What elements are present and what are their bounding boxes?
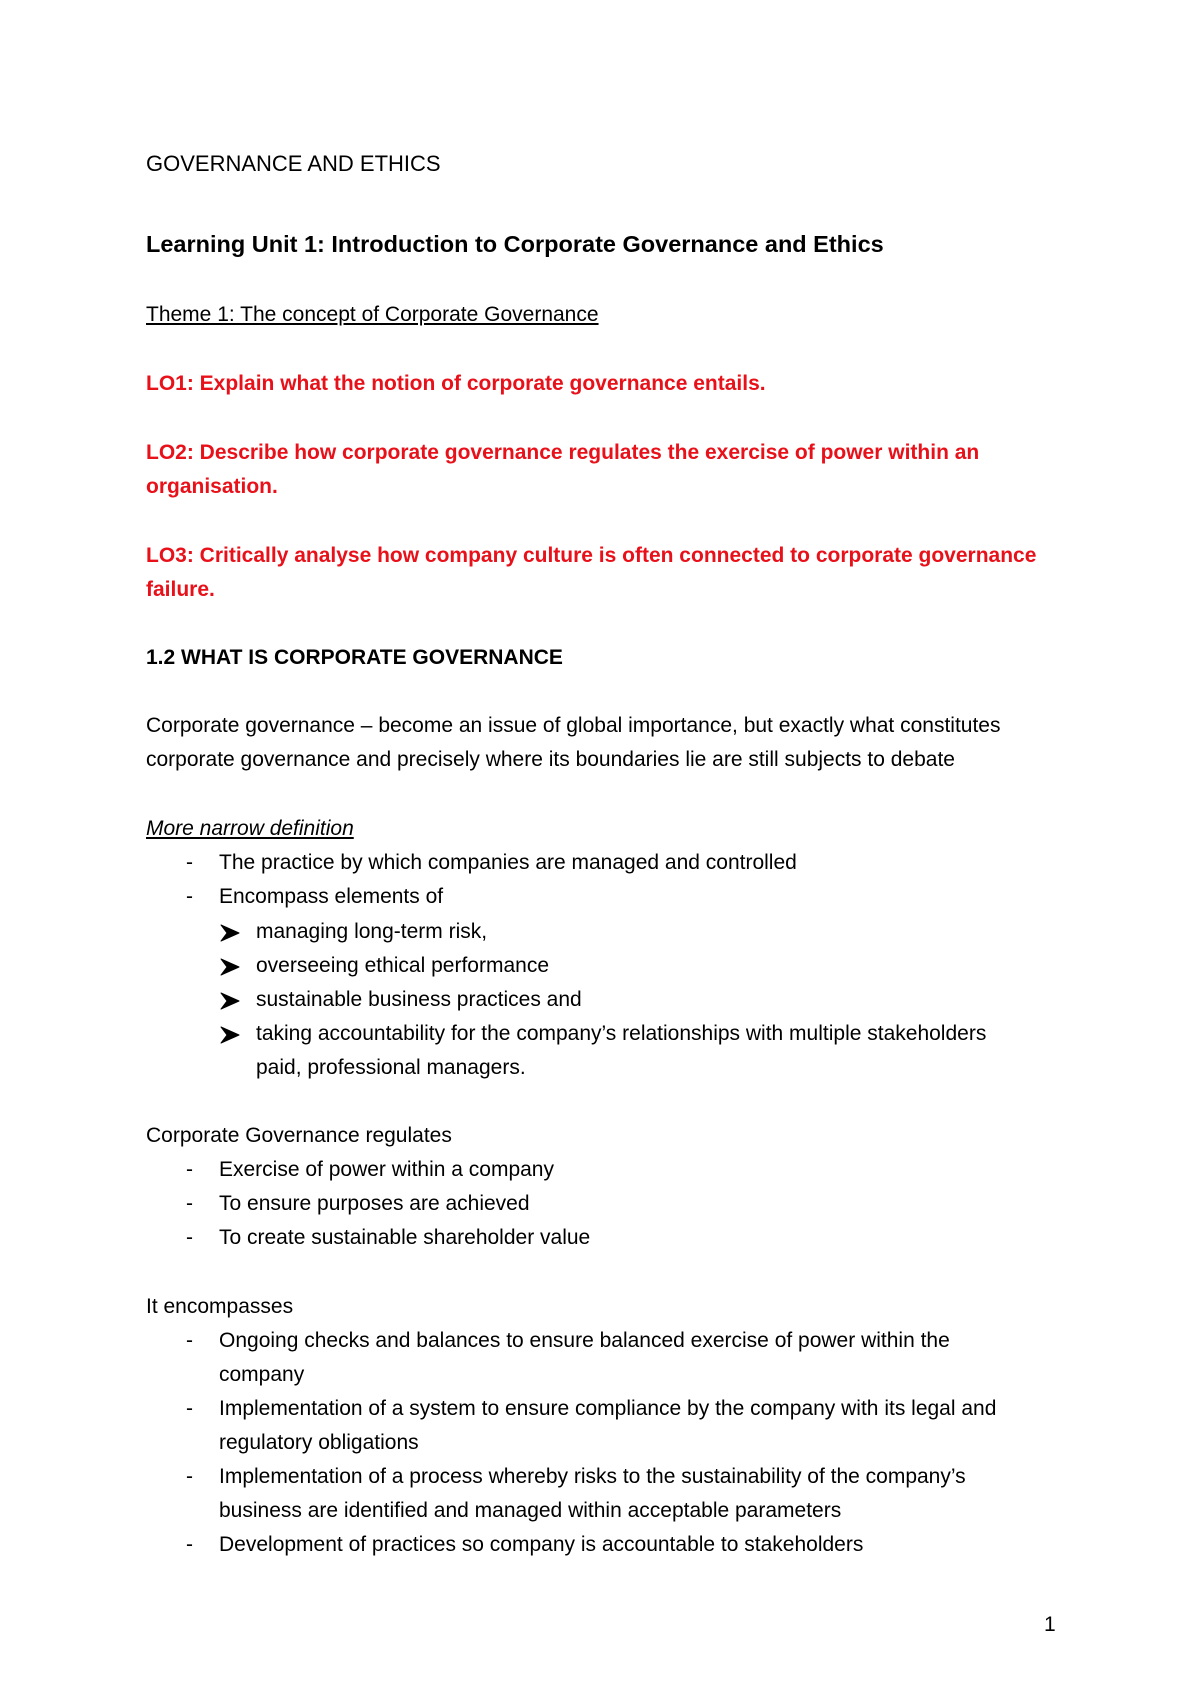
narrow-definition-item: Encompass elements of bbox=[219, 885, 444, 908]
regulates-item: Exercise of power within a company bbox=[219, 1158, 554, 1181]
narrow-definition-sub-item: taking accountability for the company’s relationships with multiple stakeholders bbox=[256, 1022, 987, 1045]
arrow-bullet-icon bbox=[219, 991, 241, 1011]
regulates-item: To ensure purposes are achieved bbox=[219, 1192, 530, 1215]
learning-outcome-3-line-2: failure. bbox=[146, 578, 215, 601]
learning-outcome-2-line-1: LO2: Describe how corporate governance regulates the exercise of power within an bbox=[146, 441, 980, 464]
encompasses-item-line: business are identified and managed within acceptable parameters bbox=[219, 1499, 842, 1522]
dash-bullet: - bbox=[186, 851, 193, 874]
section-heading: 1.2 WHAT IS CORPORATE GOVERNANCE bbox=[146, 646, 563, 669]
encompasses-heading: It encompasses bbox=[146, 1295, 294, 1318]
learning-outcome-2-line-2: organisation. bbox=[146, 475, 278, 498]
learning-outcome-1: LO1: Explain what the notion of corporate governance entails. bbox=[146, 372, 766, 395]
encompasses-item-line: Implementation of a system to ensure compliance by the company with its legal and bbox=[219, 1397, 997, 1420]
arrow-bullet-icon bbox=[219, 923, 241, 943]
dash-bullet: - bbox=[186, 885, 193, 908]
narrow-definition-sub-item: sustainable business practices and bbox=[256, 988, 582, 1011]
dash-bullet: - bbox=[186, 1397, 193, 1420]
narrow-definition-sub-item-continuation: paid, professional managers. bbox=[256, 1056, 526, 1079]
document-title: GOVERNANCE AND ETHICS bbox=[146, 151, 441, 176]
dash-bullet: - bbox=[186, 1192, 193, 1215]
encompasses-item-line: Development of practices so company is accountable to stakeholders bbox=[219, 1533, 864, 1556]
learning-outcome-3-line-1: LO3: Critically analyse how company culture is often connected to corporate governance bbox=[146, 544, 1037, 567]
dash-bullet: - bbox=[186, 1465, 193, 1488]
encompasses-item-line: company bbox=[219, 1363, 305, 1386]
dash-bullet: - bbox=[186, 1158, 193, 1181]
dash-bullet: - bbox=[186, 1329, 193, 1352]
arrow-bullet-icon bbox=[219, 957, 241, 977]
encompasses-item-line: regulatory obligations bbox=[219, 1431, 419, 1454]
encompasses-item-line: Ongoing checks and balances to ensure balanced exercise of power within the bbox=[219, 1329, 950, 1352]
regulates-heading: Corporate Governance regulates bbox=[146, 1124, 452, 1147]
dash-bullet: - bbox=[186, 1226, 193, 1249]
narrow-definition-sub-item: managing long-term risk, bbox=[256, 920, 488, 943]
dash-bullet: - bbox=[186, 1533, 193, 1556]
narrow-definition-heading: More narrow definition bbox=[146, 817, 354, 840]
intro-paragraph-line-2: corporate governance and precisely where its boundaries lie are still subjects to debate bbox=[146, 748, 955, 771]
intro-paragraph-line-1: Corporate governance – become an issue of global importance, but exactly what constitutes bbox=[146, 714, 1001, 737]
page-number: 1 bbox=[1044, 1613, 1056, 1636]
regulates-item: To create sustainable shareholder value bbox=[219, 1226, 591, 1249]
encompasses-item-line: Implementation of a process whereby risks to the sustainability of the company’s bbox=[219, 1465, 966, 1488]
arrow-bullet-icon bbox=[219, 1025, 241, 1045]
theme-title: Theme 1: The concept of Corporate Governance bbox=[146, 303, 599, 326]
narrow-definition-item: The practice by which companies are managed and controlled bbox=[219, 851, 797, 874]
unit-title: Learning Unit 1: Introduction to Corporate Governance and Ethics bbox=[146, 231, 884, 257]
narrow-definition-sub-item: overseeing ethical performance bbox=[256, 954, 549, 977]
